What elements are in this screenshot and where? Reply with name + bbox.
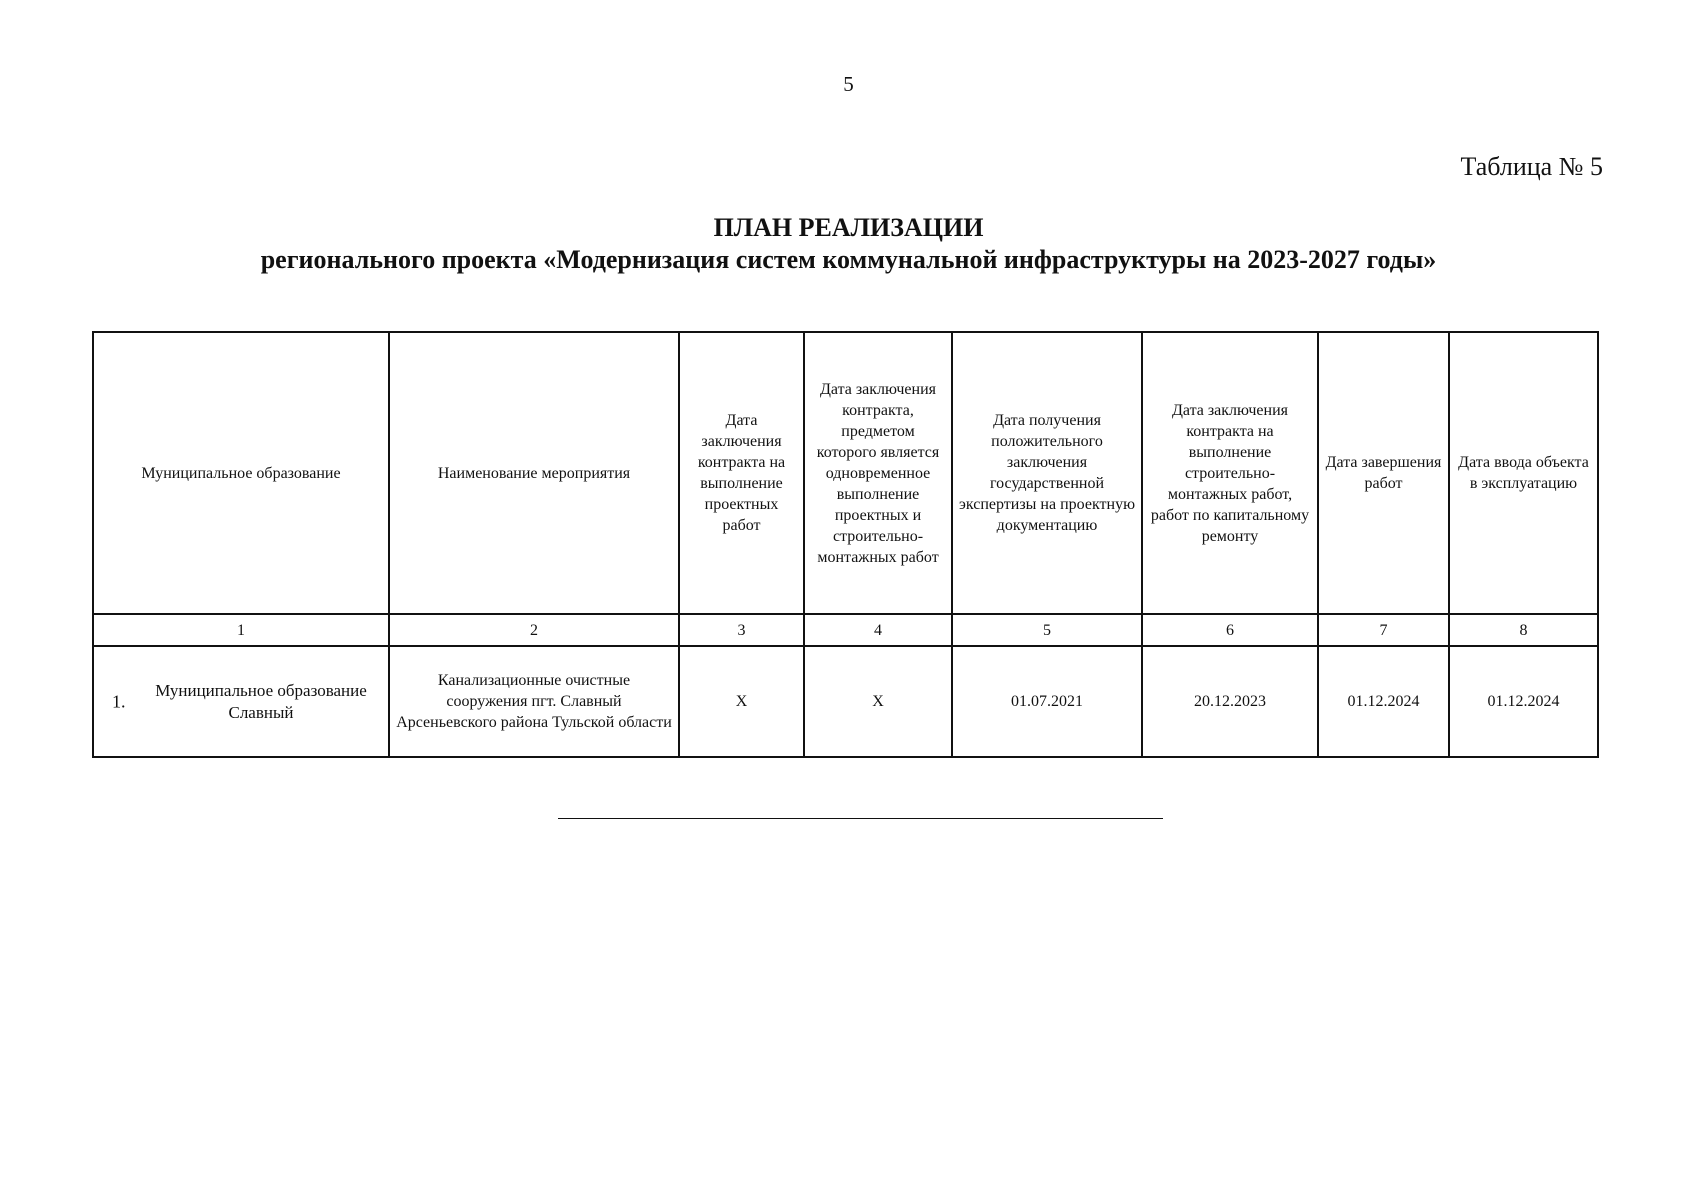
document-title: [0, 212, 1697, 276]
title-line-2: регионального проекта «Модернизация систем коммунальной инфраструктуры на 2023-2027 годы»: [260, 245, 1437, 274]
column-number-row: [93, 614, 1598, 646]
header-commissioning-date: Дата ввода объекта в эксплуатацию: [1449, 332, 1598, 614]
construction-contract-date: 20.12.2023: [1142, 646, 1318, 757]
design-contract-date: X: [679, 646, 804, 757]
column-number: 8: [1449, 614, 1598, 646]
implementation-plan-table: [92, 331, 1599, 758]
header-construction-contract-date: Дата заключения контракта на выполнение строительно-монтажных работ, работ по капитальному ремонту: [1142, 332, 1318, 614]
title-line-1: ПЛАН РЕАЛИЗАЦИИ: [713, 213, 984, 242]
municipality-name: Муниципальное образование Славный: [155, 680, 367, 722]
expertise-date: 01.07.2021: [952, 646, 1142, 757]
header-event-name: Наименование мероприятия: [389, 332, 679, 614]
column-number: 2: [389, 614, 679, 646]
commissioning-date: 01.12.2024: [1449, 646, 1598, 757]
municipality-cell: [93, 646, 389, 757]
table-label: Таблица № 5: [1460, 152, 1603, 181]
row-index: 1.: [112, 691, 126, 711]
column-number: 1: [93, 614, 389, 646]
completion-date: 01.12.2024: [1318, 646, 1449, 757]
closing-divider-line: [558, 818, 1163, 819]
column-number: 5: [952, 614, 1142, 646]
column-number: 3: [679, 614, 804, 646]
column-number: 6: [1142, 614, 1318, 646]
header-expertise-date: Дата получения положительного заключения государственной экспертизы на проектную документацию: [952, 332, 1142, 614]
page-number: 5: [843, 72, 854, 96]
event-name: Канализационные очистные сооружения пгт. Славный Арсеньевского района Тульской области: [389, 646, 679, 757]
column-number: 4: [804, 614, 952, 646]
table-row: [93, 646, 1598, 757]
header-municipality: Муниципальное образование: [93, 332, 389, 614]
header-combined-contract-date: Дата заключения контракта, предметом которого является одновременное выполнение проектных и строительно-монтажных работ: [804, 332, 952, 614]
column-number: 7: [1318, 614, 1449, 646]
header-design-contract-date: Дата заключения контракта на выполнение проектных работ: [679, 332, 804, 614]
header-completion-date: Дата завершения работ: [1318, 332, 1449, 614]
combined-contract-date: X: [804, 646, 952, 757]
table-header-row: [93, 332, 1598, 614]
